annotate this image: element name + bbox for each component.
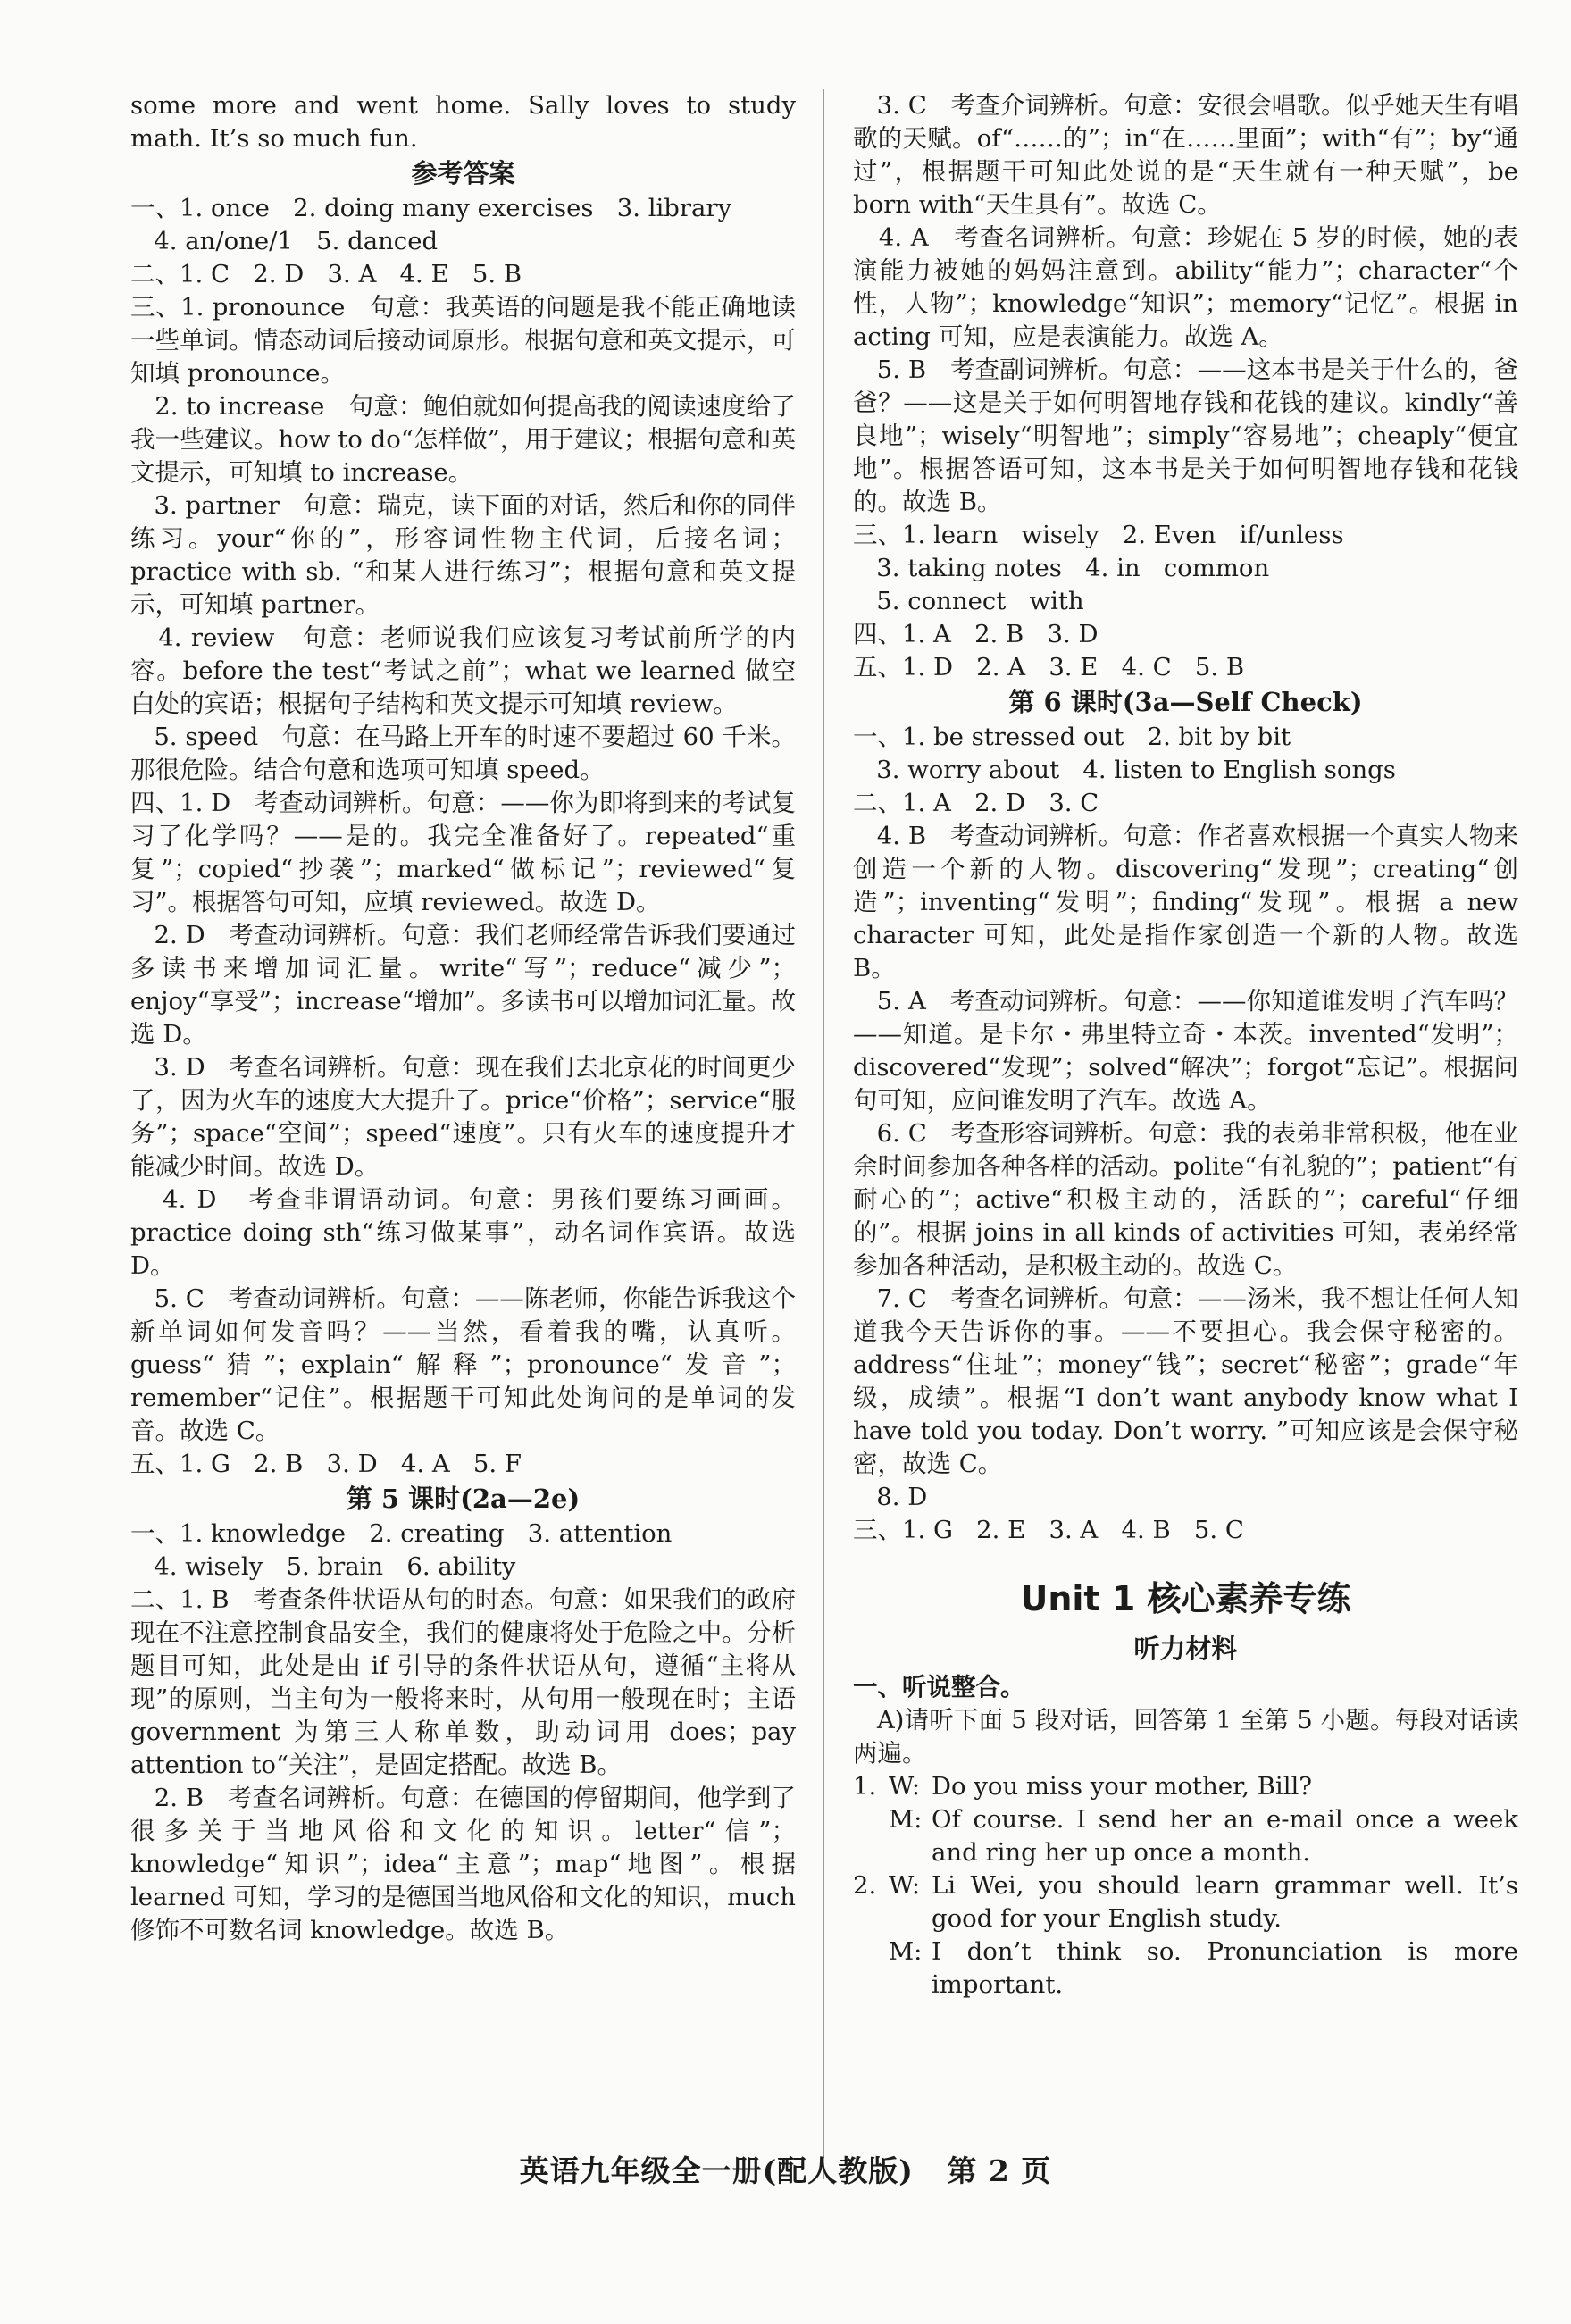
dialog-line bbox=[853, 1935, 1518, 2002]
dialog-list bbox=[853, 1770, 1518, 2002]
answer-paragraph: 5. speed 句意：在马路上开车的时速不要超过 60 千米。那很危险。结合句意和选项可知填 speed。 bbox=[130, 723, 796, 784]
answer-paragraph: 3. D 考查名词辨析。句意：现在我们去北京花的时间更少了，因为火车的速度大大提升了。price“价格”；service“服务”；space“空间”；speed“速度”。只有火车的速度提升才能减少时间。故选 D。 bbox=[130, 1053, 797, 1181]
section-label: 一、听说整合。 bbox=[853, 1673, 1025, 1701]
answer-paragraph: 二、1. C 2. D 3. A 4. E 5. B bbox=[130, 260, 522, 288]
dialog-speaker: W: bbox=[889, 1871, 921, 1900]
answer-paragraph: 3. worry about 4. listen to English songs bbox=[853, 756, 1396, 784]
answer-paragraph: 4. an/one/1 5. danced bbox=[130, 227, 439, 255]
answer-paragraph: 4. review 句意：老师说我们应该复习考试前所学的内容。before the test“考试之前”；what we learned 做空白处的宾语；根据句子结构和英文提示可知填 review。 bbox=[130, 623, 796, 718]
page-footer: 英语九年级全一册(配人教版) 第 2 页 bbox=[519, 2153, 1052, 2188]
answer-paragraph: 5. B 考查副词辨析。句意：——这本书是关于什么的，爸爸？——这是关于如何明智地存钱和花钱的建议。kindly“善良地”；wisely“明智地”；simply“容易地”；cheaply“便宜地”。根据答语可知，这本书是关于如何明智地存钱和花钱的。故选 B。 bbox=[853, 355, 1518, 516]
instruction: A)请听下面 5 段对话，回答第 1 至第 5 小题。每段对话读两遍。 bbox=[853, 1706, 1518, 1768]
dialog-line bbox=[853, 1770, 1518, 1803]
section-title: 第 5 课时(2a—2e) bbox=[346, 1484, 581, 1514]
right-column-answers bbox=[853, 89, 1526, 1547]
dialog-speaker: W: bbox=[889, 1772, 921, 1801]
answer-paragraph: 三、1. learn wisely 2. Even if/unless bbox=[853, 521, 1344, 549]
section-title: 参考答案 bbox=[411, 158, 515, 188]
answer-paragraph: 3. taking notes 4. in common bbox=[853, 554, 1270, 582]
answer-paragraph: 一、1. once 2. doing many exercises 3. library bbox=[130, 194, 732, 222]
dialog-speaker: M: bbox=[889, 1937, 923, 1966]
listening-material-title: 听力材料 bbox=[1133, 1634, 1238, 1664]
dialog-number bbox=[853, 1803, 889, 1869]
dialog-number: 2. bbox=[853, 1871, 877, 1900]
answer-paragraph: 6. C 考查形容词辨析。句意：我的表弟非常积极，他在业余时间参加各种各样的活动。polite“有礼貌的”；patient“有耐心的”；active“积极主动的，活跃的”；careful“仔细的”。根据 joins in all kinds of activities 可知，表弟经常参加各种活动，是积极主动的。故选 C。 bbox=[853, 1119, 1518, 1280]
answer-paragraph: 二、1. B 考查条件状语从句的时态。句意：如果我们的政府现在不注意控制食品安全，我们的健康将处于危险之中。分析题目可知，此处是由 if 引导的条件状语从句，遵循“主将从现”的原则，当主句为一般将来时，从句用一般现在时；主语 government 为第三人称单数，助动词用 does；pay attention to“关注”，是固定搭配。故选 B。 bbox=[130, 1585, 804, 1779]
section-title: 第 6 课时(3a—Self Check) bbox=[1008, 687, 1363, 717]
dialog-text: I don’t think so. Pronunciation is more important. bbox=[932, 1937, 1518, 1999]
answer-paragraph: 2. B 考查名词辨析。句意：在德国的停留期间，他学到了很多关于当地风俗和文化的知识。letter“信”；knowledge“知识”；idea“主意”；map“地图”。根据 learned 可知，学习的是德国当地风俗和文化的知识，much 修饰不可数名词 knowledge。故选 B。 bbox=[130, 1784, 804, 1944]
answer-paragraph: 4. D 考查非谓语动词。句意：男孩们要练习画画。practice doing sth“练习做某事”，动名词作宾语。故选 D。 bbox=[130, 1185, 804, 1280]
answer-paragraph: 5. C 考查动词辨析。句意：——陈老师，你能告诉我这个新单词如何发音吗？——当然，看着我的嘴，认真听。guess“猜”；explain“解释”；pronounce“发音”；remember“记住”。根据题干可知此处询问的是单词的发音。故选 C。 bbox=[130, 1284, 796, 1445]
answer-paragraph: 4. A 考查名词辨析。句意：珍妮在 5 岁的时候，她的表演能力被她的妈妈注意到。ability“能力”；character“个性，人物”；knowledge“知识”；memory“记忆”。根据 in acting 可知，应是表演能力。故选 A。 bbox=[853, 223, 1526, 351]
answer-paragraph: 五、1. D 2. A 3. E 4. C 5. B bbox=[853, 653, 1245, 681]
dialog-text: Do you miss your mother, Bill? bbox=[932, 1772, 1313, 1801]
answer-paragraph: 一、1. be stressed out 2. bit by bit bbox=[853, 723, 1291, 751]
answer-paragraph: 4. wisely 5. brain 6. ability bbox=[130, 1552, 516, 1581]
unit-title: Unit 1 核心素养专练 bbox=[1020, 1579, 1351, 1618]
dialog-text: Of course. I send her an e-mail once a week and ring her up once a month. bbox=[932, 1805, 1518, 1867]
dialog-number: 1. bbox=[853, 1772, 877, 1801]
answer-paragraph: 8. D bbox=[853, 1483, 928, 1511]
answer-paragraph: 四、1. A 2. B 3. D bbox=[853, 620, 1099, 648]
column-divider bbox=[823, 89, 824, 2179]
answer-paragraph: 3. C 考查介词辨析。句意：安很会唱歌。似乎她天生有唱歌的天赋。of“……的”；in“在……里面”；with“有”；by“通过”，根据题干可知此处说的是“天生就有一种天赋”，be born with“天生具有”。故选 C。 bbox=[853, 91, 1526, 219]
answer-paragraph: 四、1. D 考查动词辨析。句意：——你为即将到来的考试复习了化学吗？——是的。我完全准备好了。repeated“重复”；copied“抄袭”；marked“做标记”；reviewed“复习”。根据答句可知，应填 reviewed。故选 D。 bbox=[130, 789, 796, 916]
answer-paragraph: some more and went home. Sally loves to study math. It’s so much fun. bbox=[130, 91, 804, 153]
dialog-line bbox=[853, 1869, 1518, 1935]
left-column bbox=[130, 89, 804, 1947]
unit-section bbox=[853, 1574, 1518, 2002]
answer-paragraph: 一、1. knowledge 2. creating 3. attention bbox=[130, 1519, 673, 1548]
dialog-line bbox=[853, 1803, 1518, 1869]
answer-paragraph: 2. D 考查动词辨析。句意：我们老师经常告诉我们要通过多读书来增加词汇量。write“写”；reduce“减少”；enjoy“享受”；increase“增加”。多读书可以增加词汇量。故选 D。 bbox=[130, 921, 797, 1049]
answer-paragraph: 2. to increase 句意：鲍伯就如何提高我的阅读速度给了我一些建议。how to do“怎样做”，用于建议；根据句意和英文提示，可知填 to increase。 bbox=[130, 392, 796, 487]
dialog-speaker: M: bbox=[889, 1805, 923, 1834]
answer-paragraph: 3. partner 句意：瑞克，读下面的对话，然后和你的同伴练习。your“你的”，形容词性物主代词，后接名词；practice with sb. “和某人进行练习”；根据句意和英文提示，可知填 partner。 bbox=[130, 491, 796, 619]
answer-paragraph: 5. connect with bbox=[853, 587, 1084, 615]
dialog-number bbox=[853, 1935, 889, 2002]
answer-paragraph: 三、1. pronounce 句意：我英语的问题是我不能正确地读一些单词。情态动词后接动词原形。根据句意和英文提示，可知填 pronounce。 bbox=[130, 293, 796, 388]
answer-paragraph: 二、1. A 2. D 3. C bbox=[853, 789, 1099, 817]
answer-paragraph: 五、1. G 2. B 3. D 4. A 5. F bbox=[130, 1450, 522, 1478]
answer-paragraph: 三、1. G 2. E 3. A 4. B 5. C bbox=[853, 1516, 1244, 1544]
answer-paragraph: 5. A 考查动词辨析。句意：——你知道谁发明了汽车吗？——知道。是卡尔・弗里特立奇・本茨。invented“发明”；discovered“发现”；solved“解决”；forgot“忘记”。根据问句可知，应问谁发明了汽车。故选 A。 bbox=[853, 987, 1519, 1115]
answer-paragraph: 4. B 考查动词辨析。句意：作者喜欢根据一个真实人物来创造一个新的人物。discovering“发现”；creating“创造”；inventing“发明”；finding“发现”。根据 a new character 可知，此处是指作家创造一个新的人物。故选 B。 bbox=[853, 822, 1526, 982]
right-column bbox=[853, 89, 1526, 2002]
dialog-text: Li Wei, you should learn grammar well. It’s good for your English study. bbox=[932, 1871, 1518, 1933]
answer-paragraph: 7. C 考查名词辨析。句意：——汤米，我不想让任何人知道我今天告诉你的事。——不要担心。我会保守秘密的。address“住址”；money“钱”；secret“秘密”；grade“年级，成绩”。根据“I don’t want anybody know what I have told you today. Don’t worry. ”可知应该是会保守秘密，故选 C。 bbox=[853, 1284, 1526, 1478]
